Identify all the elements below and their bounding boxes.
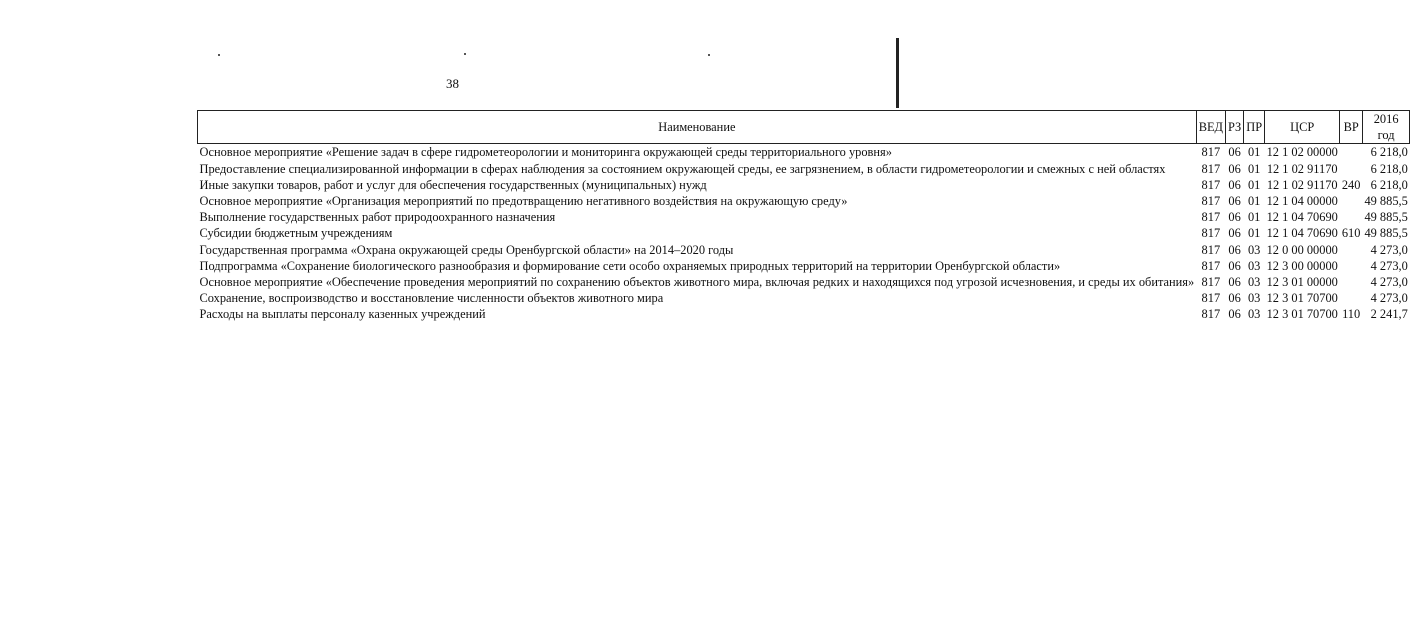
row-ved: 817 [1201, 161, 1221, 176]
row-rz: 06 [1228, 210, 1241, 225]
row-csr: 12 1 02 91170 [1266, 161, 1338, 176]
row-name: Предоставление специализированной информации в сферах наблюдения за состоянием окружающей среды, ее загрязнением, в области гидрометеорологии и смежных с ней областях [199, 161, 1166, 176]
row-vr [1340, 242, 1363, 258]
row-pr: 01 [1247, 210, 1261, 225]
row-ved: 817 [1201, 194, 1221, 209]
row-rz: 06 [1228, 275, 1241, 290]
row-vr [1340, 144, 1363, 161]
col-header-year: 2016 год [1362, 111, 1409, 144]
row-csr: 12 1 02 00000 [1266, 145, 1338, 160]
row-rz: 06 [1228, 258, 1241, 273]
col-header-pr: ПР [1244, 111, 1265, 144]
row-csr: 12 3 01 70700 [1266, 307, 1338, 322]
row-rz: 06 [1228, 145, 1241, 160]
table-row [198, 242, 1410, 258]
row-amount: 2 241,7 [1370, 307, 1408, 322]
row-ved: 817 [1201, 307, 1221, 322]
row-vr: 110 [1342, 307, 1361, 322]
row-pr: 03 [1247, 307, 1261, 322]
table-row [198, 274, 1410, 290]
row-rz: 06 [1228, 307, 1241, 322]
row-pr: 03 [1247, 275, 1261, 290]
table-header-row [198, 111, 1410, 144]
row-vr: 240 [1341, 177, 1361, 192]
row-vr: 610 [1341, 226, 1361, 241]
row-ved: 817 [1201, 210, 1221, 225]
page-number: 38 [446, 76, 459, 91]
row-ved: 817 [1201, 291, 1221, 306]
row-pr: 01 [1247, 194, 1261, 209]
row-amount: 4 273,0 [1370, 242, 1408, 257]
table-row [198, 177, 1410, 193]
row-rz: 06 [1228, 242, 1241, 257]
row-vr [1340, 209, 1363, 225]
col-header-csr: ЦСР [1265, 111, 1340, 144]
row-vr [1340, 290, 1363, 306]
table-row [198, 193, 1410, 209]
row-pr: 03 [1247, 291, 1261, 306]
row-name: Государственная программа «Охрана окружающей среды Оренбургской области» на 2014–2020 годы [199, 242, 734, 257]
row-amount: 49 885,5 [1364, 226, 1408, 241]
scan-edge-mark [896, 38, 899, 108]
table-row [198, 209, 1410, 225]
row-name: Иные закупки товаров, работ и услуг для обеспечения государственных (муниципальных) нужд [199, 177, 707, 192]
table-row [198, 144, 1410, 161]
row-vr [1340, 193, 1363, 209]
row-amount: 6 218,0 [1370, 145, 1408, 160]
row-name: Подпрограмма «Сохранение биологического разнообразия и формирование сети особо охраняемых природных территорий на территории Оренбургской области» [199, 258, 1061, 273]
row-ved: 817 [1201, 177, 1221, 192]
row-csr: 12 1 04 70690 [1266, 226, 1338, 241]
row-vr [1340, 161, 1363, 177]
row-ved: 817 [1201, 275, 1221, 290]
row-csr: 12 3 01 70700 [1266, 291, 1338, 306]
row-ved: 817 [1201, 242, 1221, 257]
table-row [198, 258, 1410, 274]
row-amount: 6 218,0 [1370, 161, 1408, 176]
scan-dot [218, 54, 220, 56]
row-amount: 49 885,5 [1364, 194, 1408, 209]
col-header-vr: ВР [1340, 111, 1363, 144]
row-rz: 06 [1228, 177, 1241, 192]
row-csr: 12 0 00 00000 [1266, 242, 1338, 257]
row-name: Расходы на выплаты персоналу казенных учреждений [199, 307, 486, 322]
row-csr: 12 1 02 91170 [1266, 177, 1338, 192]
scan-dot [708, 54, 710, 56]
row-pr: 01 [1247, 177, 1261, 192]
row-vr [1340, 274, 1363, 290]
row-amount: 49 885,5 [1364, 210, 1408, 225]
row-csr: 12 3 00 00000 [1266, 258, 1338, 273]
row-csr: 12 1 04 70690 [1266, 210, 1338, 225]
row-amount: 4 273,0 [1370, 291, 1408, 306]
row-rz: 06 [1228, 194, 1241, 209]
row-name: Сохранение, воспроизводство и восстановление численности объектов животного мира [199, 291, 664, 306]
row-ved: 817 [1201, 258, 1221, 273]
row-pr: 03 [1247, 258, 1261, 273]
table-row [198, 290, 1410, 306]
row-csr: 12 3 01 00000 [1266, 275, 1338, 290]
row-name: Субсидии бюджетным учреждениям [199, 226, 393, 241]
row-amount: 4 273,0 [1370, 275, 1408, 290]
row-name: Основное мероприятие «Обеспечение проведения мероприятий по сохранению объектов животного мира, включая редких и находящихся под угрозой исчезновения, и среды их обитания» [199, 275, 1195, 290]
row-name: Основное мероприятие «Организация мероприятий по предотвращению негативного воздействия на окружающую среду» [199, 194, 848, 209]
row-pr: 01 [1247, 145, 1261, 160]
scan-dot [464, 53, 466, 55]
row-ved: 817 [1201, 145, 1221, 160]
row-pr: 03 [1247, 242, 1261, 257]
row-rz: 06 [1228, 161, 1241, 176]
row-rz: 06 [1228, 226, 1241, 241]
table-row [198, 306, 1410, 322]
col-header-name: Наименование [198, 111, 1197, 144]
row-ved: 817 [1201, 226, 1221, 241]
table-row [198, 161, 1410, 177]
row-rz: 06 [1228, 291, 1241, 306]
col-header-ved: ВЕД [1196, 111, 1225, 144]
row-pr: 01 [1247, 161, 1261, 176]
row-amount: 6 218,0 [1370, 177, 1408, 192]
table-row [198, 225, 1410, 241]
budget-table [197, 110, 1410, 323]
row-csr: 12 1 04 00000 [1266, 194, 1338, 209]
row-vr [1340, 258, 1363, 274]
col-header-rz: РЗ [1226, 111, 1244, 144]
row-pr: 01 [1247, 226, 1261, 241]
row-name: Основное мероприятие «Решение задач в сфере гидрометеорологии и мониторинга окружающей среды территориального уровня» [199, 145, 892, 160]
row-name: Выполнение государственных работ природоохранного назначения [199, 210, 556, 225]
row-amount: 4 273,0 [1370, 258, 1408, 273]
